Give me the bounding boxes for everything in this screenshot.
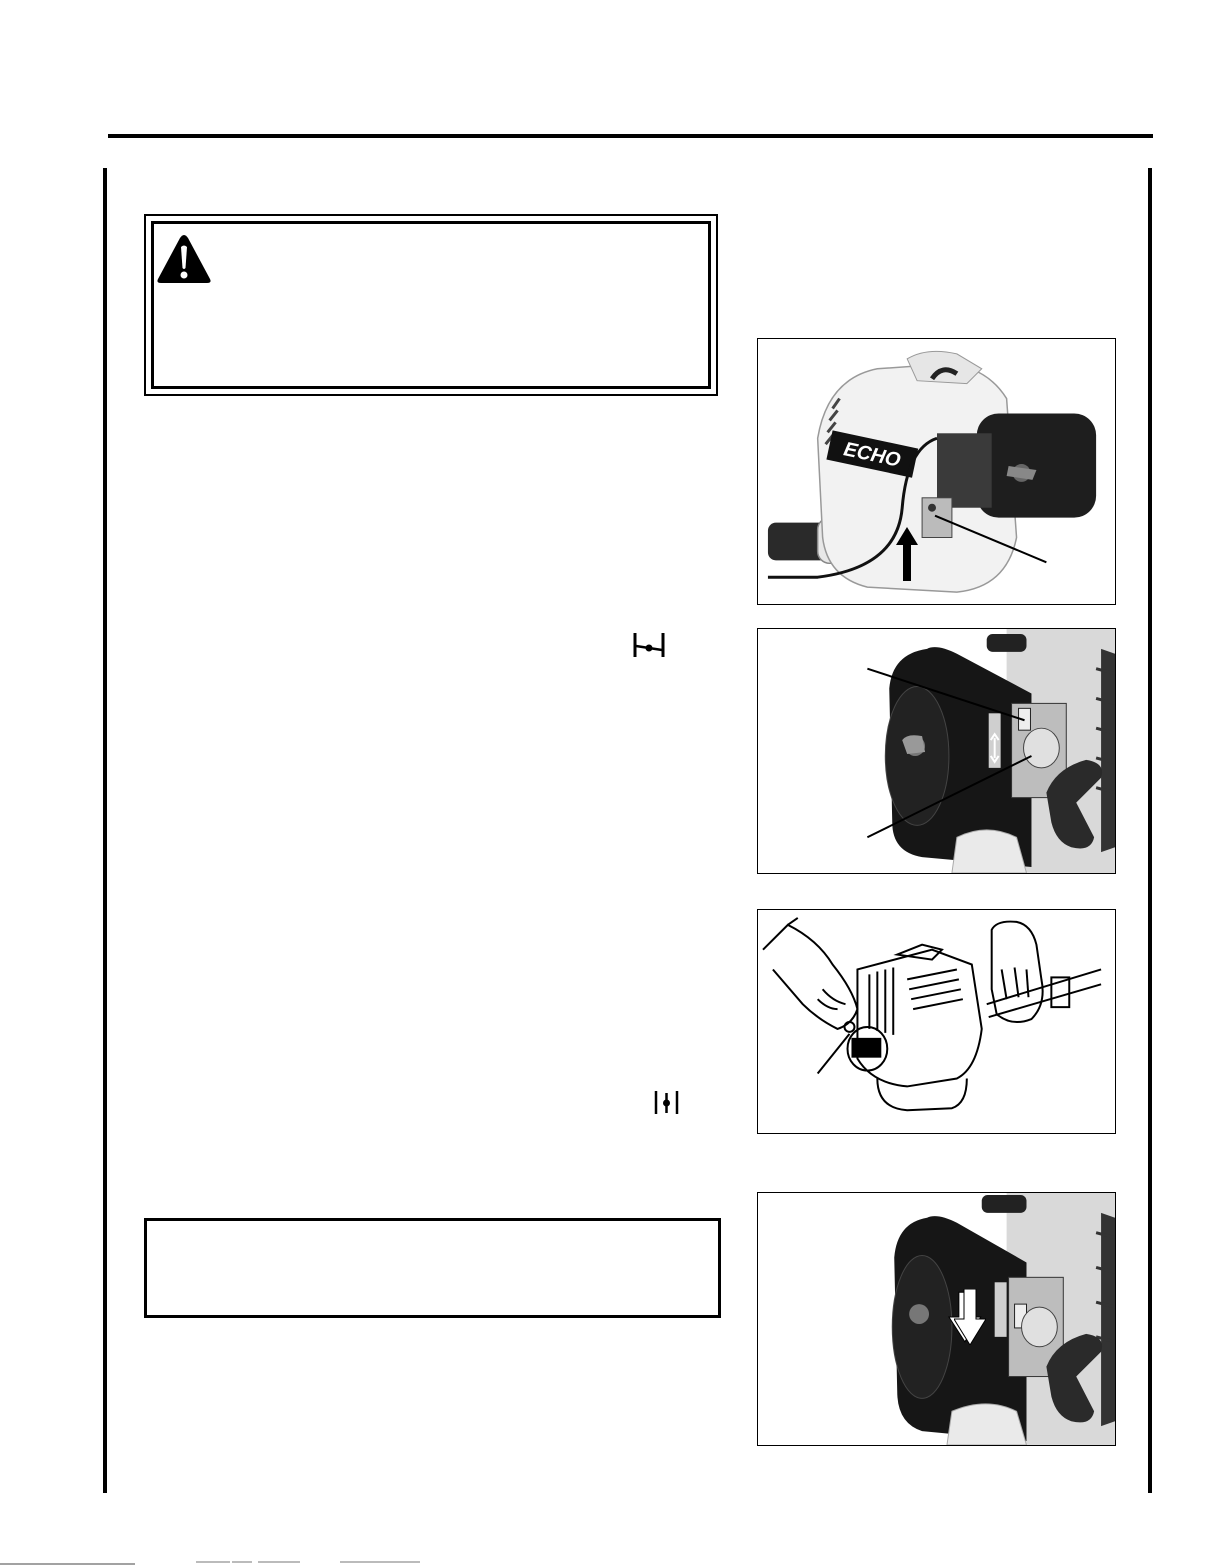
brand-label: ECHO	[841, 438, 903, 472]
illustration-starting-position	[757, 909, 1116, 1134]
note-box	[144, 1218, 721, 1318]
warning-box-inner	[151, 221, 711, 389]
choke-closed-icon	[632, 630, 672, 660]
photo-choke-open	[757, 1192, 1116, 1446]
photo-choke-lever	[757, 628, 1116, 874]
photo-engine-side	[757, 338, 1116, 605]
left-margin-rule	[103, 168, 107, 1493]
arrow-up-icon	[896, 527, 918, 581]
footer-scan-artifact	[0, 1561, 1225, 1567]
header-rule	[108, 134, 1153, 138]
right-margin-rule	[1148, 168, 1152, 1493]
choke-open-icon	[652, 1087, 692, 1117]
warning-box	[144, 214, 718, 396]
arrow-down-icon	[954, 1289, 986, 1345]
warning-triangle-icon	[155, 232, 213, 286]
